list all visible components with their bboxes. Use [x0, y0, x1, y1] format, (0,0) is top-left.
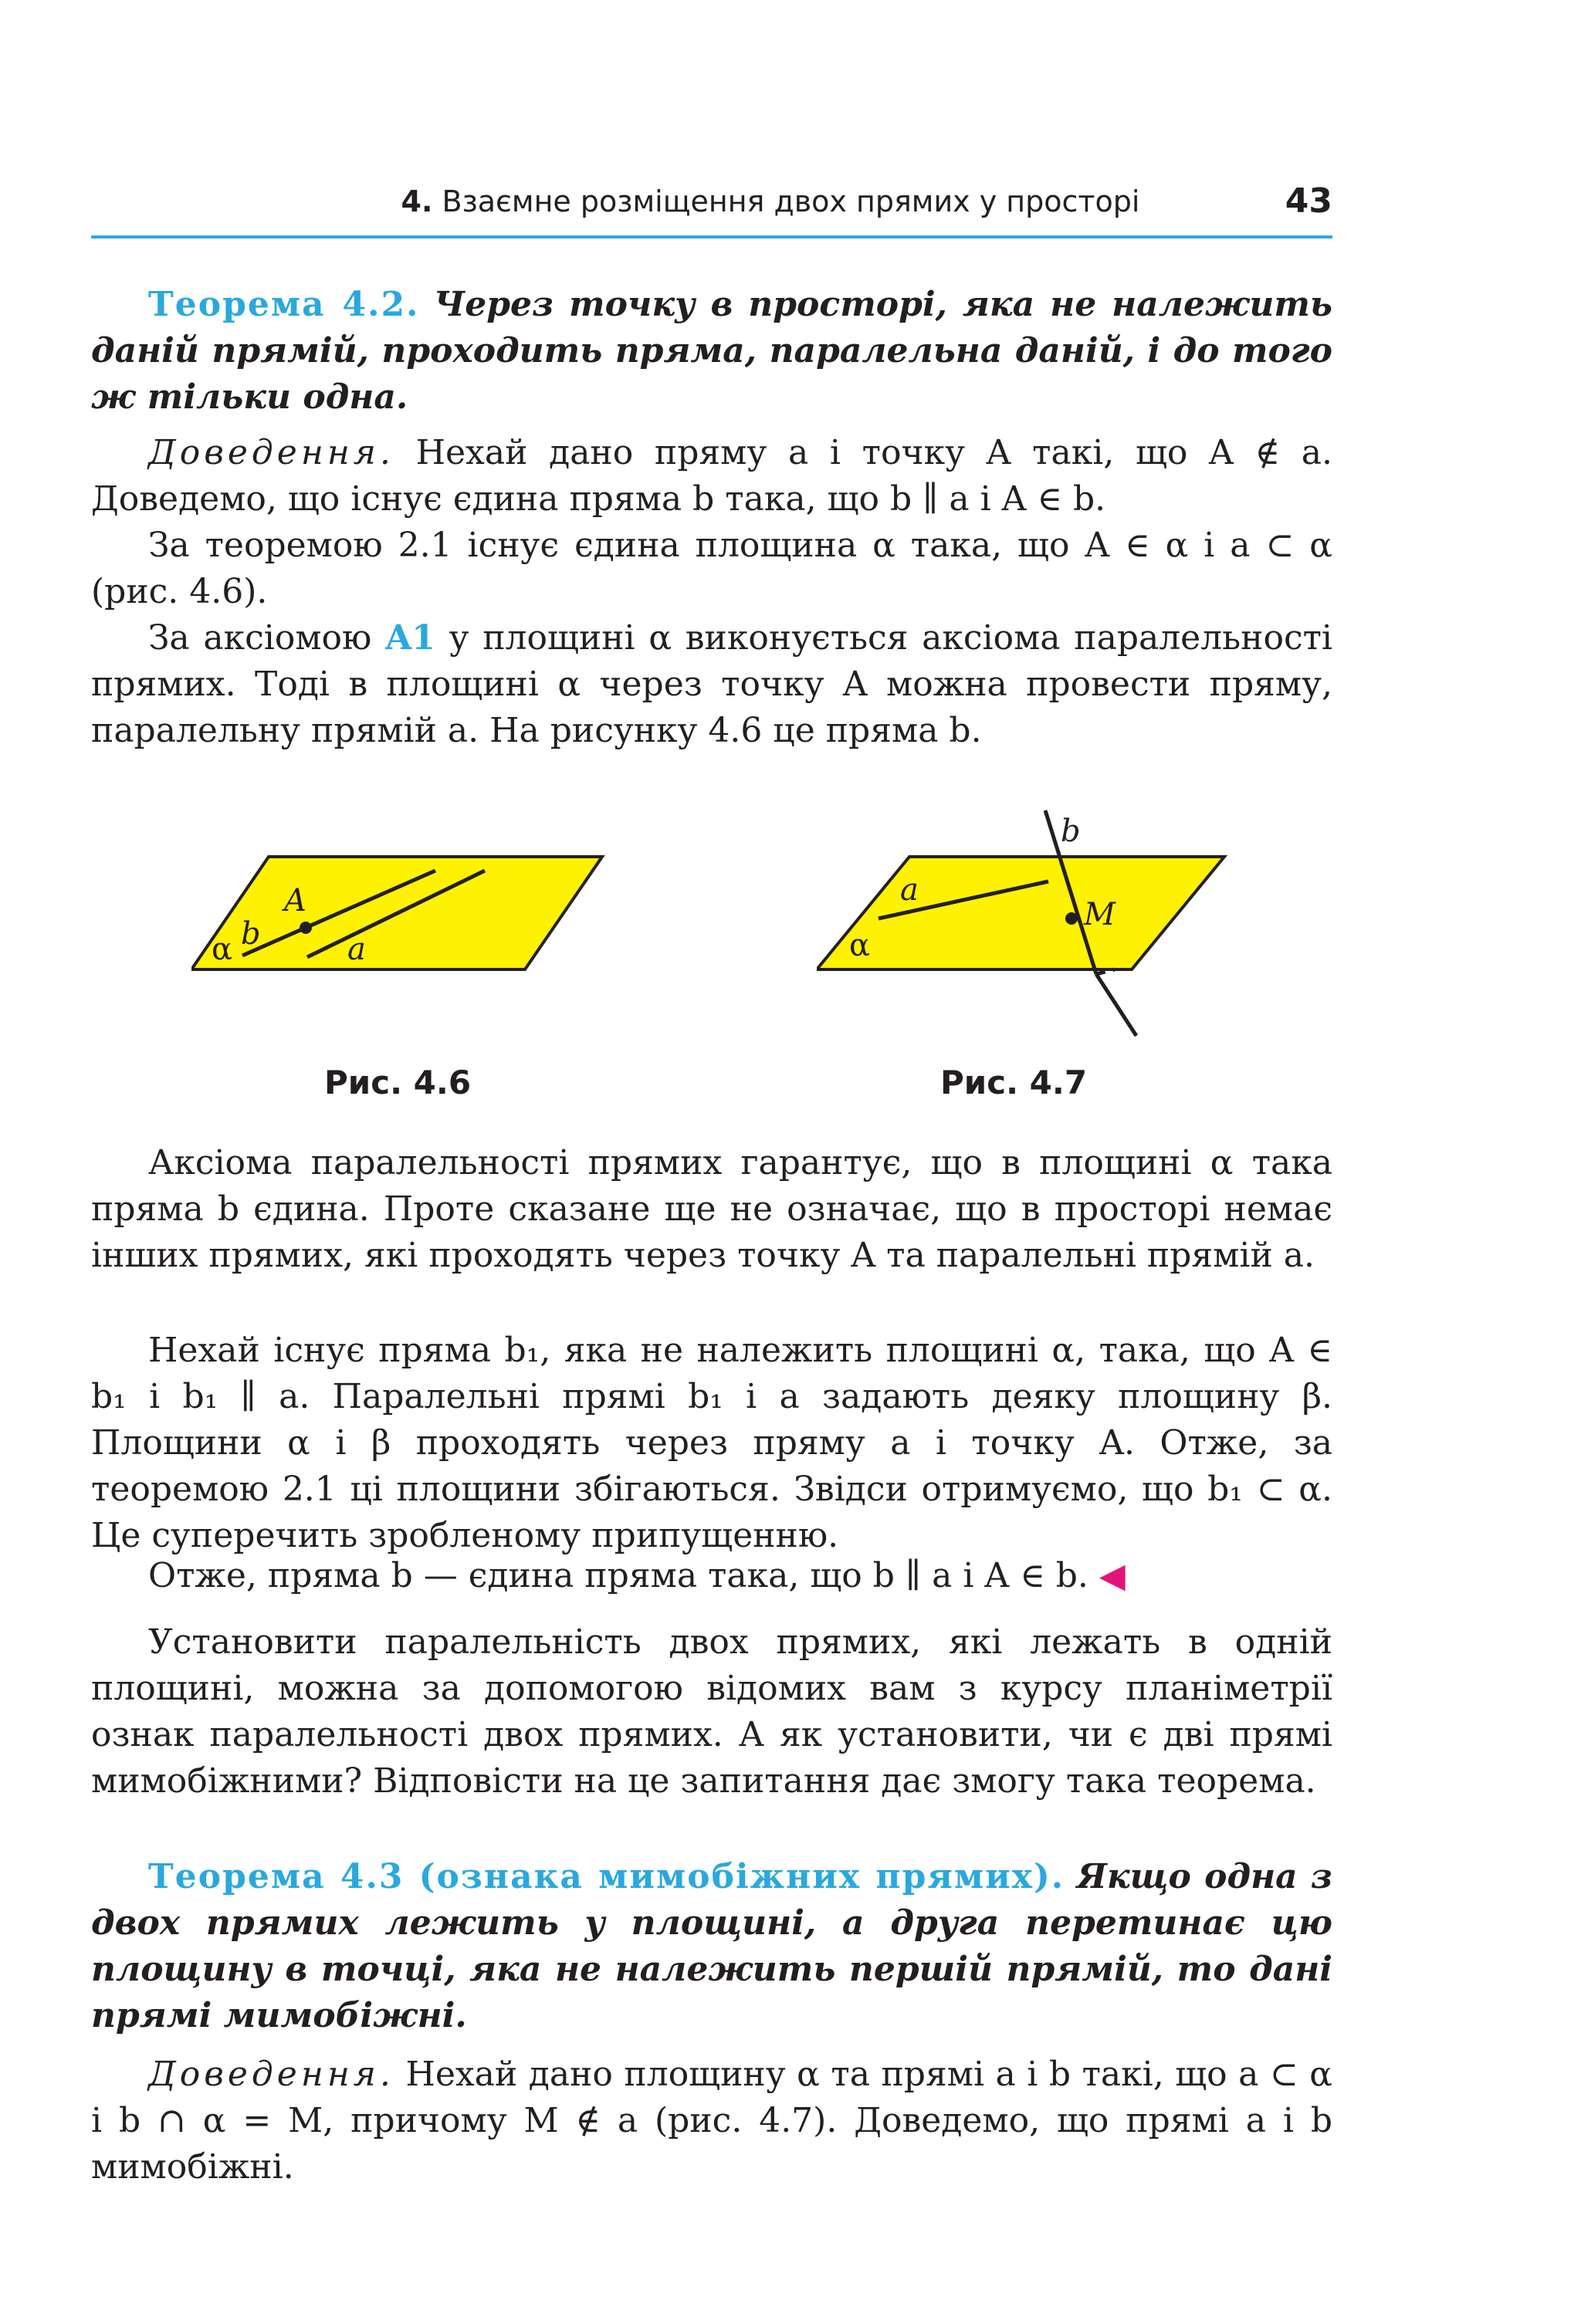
body-paragraph-7: Установити паралельність двох прямих, які лежать в одній площині, можна за допомогою відомих вам з курсу планіметрії ознак паралельності двох прямих. А як установити, чи є дві прямі мимобіжними? Відповісти на це запитання дає змогу така теорема.	[91, 1622, 1332, 1801]
label-a: a	[900, 872, 919, 908]
chapter-title: Взаємне розміщення двох прямих у просторі	[442, 184, 1140, 218]
caption-4-6: Рис. 4.6	[324, 1064, 472, 1101]
chapter-number: 4.	[401, 184, 433, 218]
theorem-4-2-label: Теорема 4.2.	[148, 285, 420, 324]
caption-4-7: Рис. 4.7	[940, 1064, 1088, 1101]
page-number: 43	[1285, 181, 1332, 221]
figure-4-6	[191, 849, 716, 988]
proof-paragraph-final	[91, 2052, 1332, 2190]
theorem-4-3-label: Теорема 4.3 (ознака мимобіжних прямих).	[148, 1857, 1065, 1896]
proof-paragraph-1	[91, 430, 1332, 523]
proof-text-3a: За аксіомою	[148, 618, 386, 658]
running-title	[361, 184, 1180, 218]
theorem-4-3	[91, 1854, 1332, 2039]
header-rule	[91, 235, 1332, 238]
label-alpha: α	[849, 928, 871, 963]
label-a-line: a	[347, 932, 366, 967]
figure-4-7	[817, 795, 1326, 1050]
point-m	[1065, 912, 1078, 925]
textbook-page	[91, 0, 1332, 2324]
point-a	[300, 922, 312, 934]
proof-label-2: Доведення.	[148, 2055, 394, 2094]
body-paragraph-4: Аксіома паралельності прямих гарантує, що в площині α така пряма b єдина. Проте сказане ще не означає, що в просторі немає інших прямих, які проходять через точку A та паралельні прямій a.	[91, 1143, 1332, 1275]
proof-text-3b: у площині α виконується аксіома паралельності прямих. Тоді в площині α через точку A можна провести пряму, паралельну прямій a. На рисунку 4.6 це пряма b.	[91, 618, 1333, 750]
proof-paragraph-2: За теоремою 2.1 існує єдина площина α така, що A ∈ α і a ⊂ α (рис. 4.6).	[91, 526, 1332, 611]
page-header	[91, 181, 1332, 243]
theorem-4-3-statement: Якщо одна з двох прямих лежить у площині, а друга перетинає цю площину в точці, яка не належить першій прямій, то дані прямі мимобіжні.	[91, 1857, 1332, 2035]
body-text-6: Отже, пряма b — єдина пряма така, що b ∥ a і A ∈ b.	[148, 1556, 1088, 1595]
line-b-lower	[1096, 974, 1136, 1036]
proof-paragraph-3	[91, 615, 1332, 754]
body-paragraph-6	[91, 1553, 1332, 1599]
label-b: b	[1061, 814, 1081, 849]
label-b: b	[241, 916, 261, 952]
proof-text-1: Нехай дано пряму a і точку A такі, що A ∉ a. Доведемо, що існує єдина пряма b така, що b ∥ a і A ∈ b.	[91, 433, 1332, 519]
proof-end-marker: ◀	[1099, 1556, 1126, 1595]
body-paragraph-5: Нехай існує пряма b₁, яка не належить площині α, така, що A ∈ b₁ і b₁ ∥ a. Паралельні прямі b₁ і a задають деяку площину β. Площини α і β проходять через пряму a і точку A. Отже, за теоремою 2.1 ці площини збігаються. Звідси отримуємо, що b₁ ⊂ α. Це суперечить зробленому припущенню.	[91, 1331, 1332, 1555]
axiom-a1-link[interactable]: A1	[385, 618, 435, 658]
proof-text-final: Нехай дано площину α та прямі a і b такі, що a ⊂ α і b ∩ α = M, причому M ∉ a (рис. 4.7). Доведемо, що прямі a і b мимобіжні.	[91, 2055, 1332, 2187]
theorem-4-2	[91, 282, 1332, 421]
label-m: M	[1084, 897, 1116, 932]
plane-alpha	[817, 857, 1224, 969]
theorem-4-2-statement: Через точку в просторі, яка не належить даній прямій, проходить пряма, паралельна даній, і до того ж тільки одна.	[91, 285, 1332, 417]
label-alpha: α	[212, 932, 233, 967]
proof-label: Доведення.	[148, 433, 394, 472]
label-a-point: A	[284, 883, 306, 918]
